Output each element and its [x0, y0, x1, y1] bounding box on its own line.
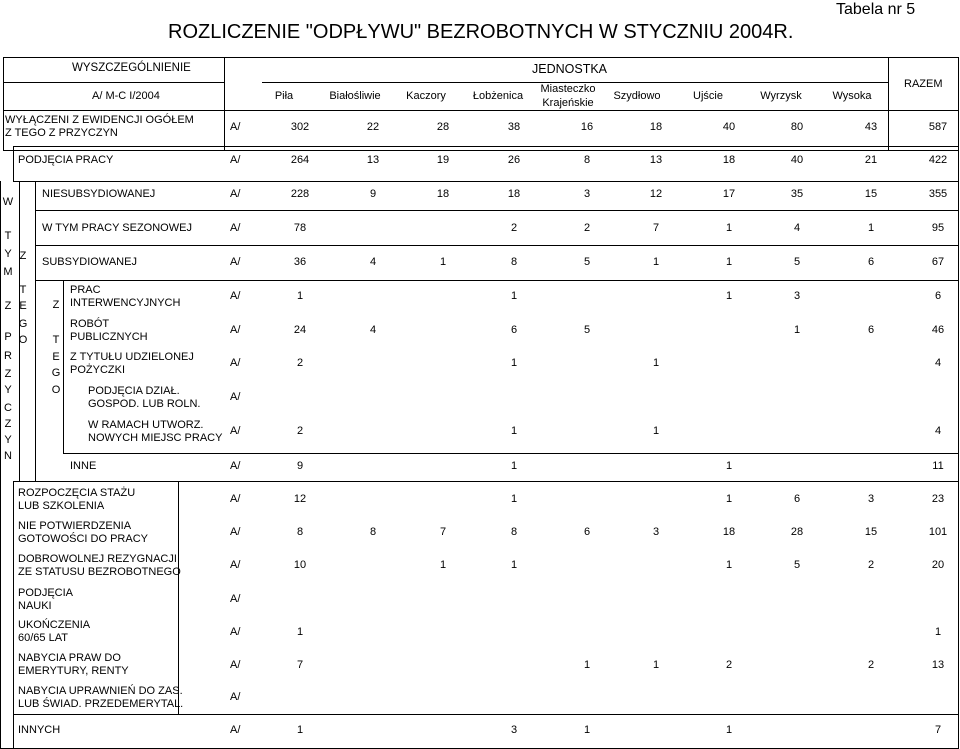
table-cell: 2	[867, 659, 875, 671]
table-cell: 1	[510, 425, 518, 437]
table-cell: 28	[790, 526, 804, 538]
table-cell: 8	[296, 526, 304, 538]
table-cell: 28	[436, 121, 450, 133]
col-kaczory: Kaczory	[406, 90, 446, 102]
side-letter: P	[4, 331, 12, 343]
row-label: UKOŃCZENIA	[18, 619, 91, 631]
table-cell: 5	[793, 559, 801, 571]
table-cell: 8	[583, 154, 591, 166]
table-cell: 67	[931, 256, 945, 268]
row-label: LUB SZKOLENIA	[18, 500, 105, 512]
table-cell: 1	[510, 559, 518, 571]
row-marker: A/	[230, 256, 241, 268]
table-cell: 1	[793, 324, 801, 336]
side-letter: E	[52, 351, 60, 363]
row-label: PUBLICZNYCH	[70, 331, 148, 343]
table-cell: 1	[296, 626, 304, 638]
table-cell: 3	[510, 724, 518, 736]
table-cell: 1	[652, 357, 660, 369]
table-cell: 15	[864, 188, 878, 200]
row-label: PRAC	[70, 284, 101, 296]
row-label: NIESUBSYDIOWANEJ	[42, 188, 156, 200]
table-cell: 35	[790, 188, 804, 200]
table-cell: 4	[369, 256, 377, 268]
table-cell: 1	[296, 724, 304, 736]
table-cell: 7	[439, 526, 447, 538]
side-letter: O	[18, 334, 28, 346]
table-cell: 1	[652, 659, 660, 671]
table-cell: 5	[793, 256, 801, 268]
table-cell: 13	[366, 154, 380, 166]
row-label: NOWYCH MIEJSC PRACY	[88, 432, 223, 444]
side-letter: Z	[4, 418, 12, 430]
row-label: NABYCIA UPRAWNIEŃ DO ZAS.	[18, 685, 183, 697]
table-cell: 40	[722, 121, 736, 133]
row-label: ZE STATUSU BEZROBOTNEGO	[18, 566, 181, 578]
table-cell: 1	[725, 460, 733, 472]
table-cell: 8	[510, 526, 518, 538]
side-letter: T	[4, 230, 12, 242]
row-marker: A/	[230, 724, 241, 736]
table-cell: 1	[583, 659, 591, 671]
row-label: INNYCH	[18, 724, 61, 736]
side-letter: G	[51, 367, 61, 379]
table-cell: 2	[510, 222, 518, 234]
table-cell: 1	[652, 256, 660, 268]
table-cell: 17	[722, 188, 736, 200]
table-cell: 1	[725, 493, 733, 505]
row-marker: A/	[230, 222, 241, 234]
side-letter: Y	[4, 434, 12, 446]
table-cell: 1	[725, 222, 733, 234]
side-letter: Z	[4, 368, 12, 380]
table-cell: 23	[931, 493, 945, 505]
row-label: PODJĘCIA	[18, 587, 74, 599]
table-cell: 1	[510, 357, 518, 369]
row-label: INNE	[70, 460, 97, 472]
table-cell: 1	[296, 290, 304, 302]
table-cell: 4	[934, 357, 942, 369]
table-cell: 24	[293, 324, 307, 336]
row-label: ROZPOCZĘCIA STAŻU	[18, 487, 136, 499]
table-cell: 1	[725, 559, 733, 571]
table-cell: 4	[934, 425, 942, 437]
row-marker: A/	[230, 526, 241, 538]
side-letter: Z	[4, 300, 12, 312]
table-cell: 6	[867, 324, 875, 336]
table-cell: 228	[290, 188, 310, 200]
table-cell: 1	[725, 290, 733, 302]
table-cell: 95	[931, 222, 945, 234]
header-amc: A/ M-C I/2004	[92, 90, 160, 102]
table-cell: 6	[867, 256, 875, 268]
side-letter: T	[52, 334, 60, 346]
table-cell: 2	[583, 222, 591, 234]
table-cell: 15	[864, 526, 878, 538]
col-pila: Piła	[274, 90, 294, 102]
table-cell: 78	[293, 222, 307, 234]
table-cell: 6	[793, 493, 801, 505]
table-cell: 302	[290, 121, 310, 133]
table-cell: 355	[928, 188, 948, 200]
row-label: W TYM PRACY SEZONOWEJ	[42, 222, 192, 234]
side-letter: T	[19, 284, 27, 296]
row-marker: A/	[230, 493, 241, 505]
row-marker: A/	[230, 593, 241, 605]
row-marker: A/	[230, 460, 241, 472]
table-cell: 1	[725, 724, 733, 736]
side-letter: Y	[4, 384, 12, 396]
table-cell: 1	[652, 425, 660, 437]
table-cell: 9	[296, 460, 304, 472]
table-cell: 422	[928, 154, 948, 166]
side-letter: Y	[4, 248, 12, 260]
table-cell: 1	[439, 559, 447, 571]
header-razem: RAZEM	[904, 78, 943, 90]
table-number: Tabela nr 5	[836, 1, 916, 18]
table-cell: 1	[510, 460, 518, 472]
table-cell: 43	[864, 121, 878, 133]
row-marker: A/	[230, 559, 241, 571]
table-cell: 18	[507, 188, 521, 200]
row-label: Z TEGO Z PRZYCZYN	[5, 127, 118, 139]
row-label: POŻYCZKI	[70, 364, 126, 376]
row-marker: A/	[230, 391, 241, 403]
table-cell: 46	[931, 324, 945, 336]
side-letter: O	[51, 384, 61, 396]
col-wysoka: Wysoka	[832, 90, 872, 102]
row-label: SUBSYDIOWANEJ	[42, 256, 137, 268]
row-label: GOSPOD. LUB ROLN.	[88, 398, 201, 410]
side-letter: N	[4, 450, 12, 462]
header-wyszczegolnienie: WYSZCZEGÓLNIENIE	[72, 62, 191, 74]
side-letter: M	[3, 266, 13, 278]
table-cell: 1	[510, 290, 518, 302]
table-cell: 8	[510, 256, 518, 268]
row-label: GOTOWOŚCI DO PRACY	[18, 533, 148, 545]
table-cell: 18	[649, 121, 663, 133]
table-cell: 16	[580, 121, 594, 133]
row-marker: A/	[230, 154, 241, 166]
table-cell: 4	[793, 222, 801, 234]
table-cell: 2	[296, 357, 304, 369]
table-cell: 1	[439, 256, 447, 268]
table-cell: 18	[436, 188, 450, 200]
row-label: W RAMACH UTWORZ.	[88, 419, 204, 431]
table-cell: 6	[510, 324, 518, 336]
page-title: ROZLICZENIE "ODPŁYWU" BEZROBOTNYCH W STYCZNIU 2004R.	[168, 21, 794, 43]
table-cell: 4	[369, 324, 377, 336]
row-marker: A/	[230, 324, 241, 336]
table-cell: 2	[296, 425, 304, 437]
table-cell: 7	[296, 659, 304, 671]
table-cell: 18	[722, 526, 736, 538]
table-cell: 3	[652, 526, 660, 538]
table-cell: 3	[867, 493, 875, 505]
table-cell: 13	[931, 659, 945, 671]
row-label: INTERWENCYJNYCH	[70, 297, 181, 309]
table-cell: 12	[649, 188, 663, 200]
row-label: EMERYTURY, RENTY	[18, 665, 129, 677]
row-label: WYŁĄCZENI Z EWIDENCJI OGÓŁEM	[5, 114, 194, 126]
side-letter: Z	[19, 250, 27, 262]
table-cell: 2	[725, 659, 733, 671]
row-marker: A/	[230, 188, 241, 200]
table-cell: 6	[934, 290, 942, 302]
side-letter: E	[19, 300, 27, 312]
row-marker: A/	[230, 357, 241, 369]
table-cell: 5	[583, 256, 591, 268]
side-letter: G	[18, 318, 28, 330]
row-marker: A/	[230, 691, 241, 703]
table-cell: 6	[583, 526, 591, 538]
table-cell: 38	[507, 121, 521, 133]
row-label: PODJĘCIA DZIAŁ.	[88, 385, 180, 397]
table-cell: 3	[583, 188, 591, 200]
table-cell: 264	[290, 154, 310, 166]
table-cell: 80	[790, 121, 804, 133]
col-wyrzysk: Wyrzysk	[760, 90, 802, 102]
table-cell: 1	[934, 626, 942, 638]
table-cell: 26	[507, 154, 521, 166]
table-cell: 1	[510, 493, 518, 505]
side-letter: R	[4, 350, 12, 362]
table-cell: 2	[867, 559, 875, 571]
row-label: Z TYTUŁU UDZIELONEJ	[70, 351, 194, 363]
table-cell: 101	[928, 526, 948, 538]
table-cell: 36	[293, 256, 307, 268]
table-cell: 8	[369, 526, 377, 538]
row-label: NAUKI	[18, 600, 52, 612]
side-letter: Z	[52, 299, 60, 311]
table-cell: 9	[369, 188, 377, 200]
table-cell: 10	[293, 559, 307, 571]
col-bialosliwie: Białośliwie	[329, 90, 381, 102]
table-cell: 11	[932, 460, 944, 472]
side-letter: W	[2, 196, 14, 208]
table-cell: 5	[583, 324, 591, 336]
table-cell: 1	[867, 222, 875, 234]
row-marker: A/	[230, 290, 241, 302]
table-cell: 7	[934, 724, 942, 736]
table-cell: 18	[722, 154, 736, 166]
col-ujscie: Ujście	[693, 90, 723, 102]
table-cell: 1	[583, 724, 591, 736]
row-label: ROBÓT	[70, 318, 110, 330]
header-jednostka: JEDNOSTKA	[532, 62, 608, 76]
row-label: NIE POTWIERDZENIA	[18, 520, 132, 532]
row-marker: A/	[230, 626, 241, 638]
table-cell: 19	[436, 154, 450, 166]
table-cell: 13	[649, 154, 663, 166]
row-label: NABYCIA PRAW DO	[18, 652, 121, 664]
row-marker: A/	[230, 659, 241, 671]
table-cell: 1	[725, 256, 733, 268]
col-szydlowo: Szydłowo	[613, 90, 661, 102]
row-label: PODJĘCIA PRACY	[18, 154, 114, 166]
row-marker: A/	[230, 121, 241, 133]
table-cell: 7	[652, 222, 660, 234]
col-krajenskie: Krajeńskie	[542, 97, 594, 109]
col-lobzenica: Łobżenica	[472, 90, 524, 102]
row-label: LUB ŚWIAD. PRZEDEMERYTAL.	[18, 698, 184, 710]
table-cell: 20	[931, 559, 945, 571]
row-marker: A/	[230, 425, 241, 437]
table-cell: 22	[366, 121, 380, 133]
row-label: DOBROWOLNEJ REZYGNACJI	[18, 553, 177, 565]
table-cell: 3	[793, 290, 801, 302]
row-label: 60/65 LAT	[18, 632, 68, 644]
col-miasteczko: Miasteczko	[540, 83, 596, 95]
table-cell: 21	[864, 154, 878, 166]
side-letter: C	[4, 402, 12, 414]
table-cell: 40	[790, 154, 804, 166]
table-cell: 12	[293, 493, 307, 505]
table-cell: 587	[928, 121, 948, 133]
